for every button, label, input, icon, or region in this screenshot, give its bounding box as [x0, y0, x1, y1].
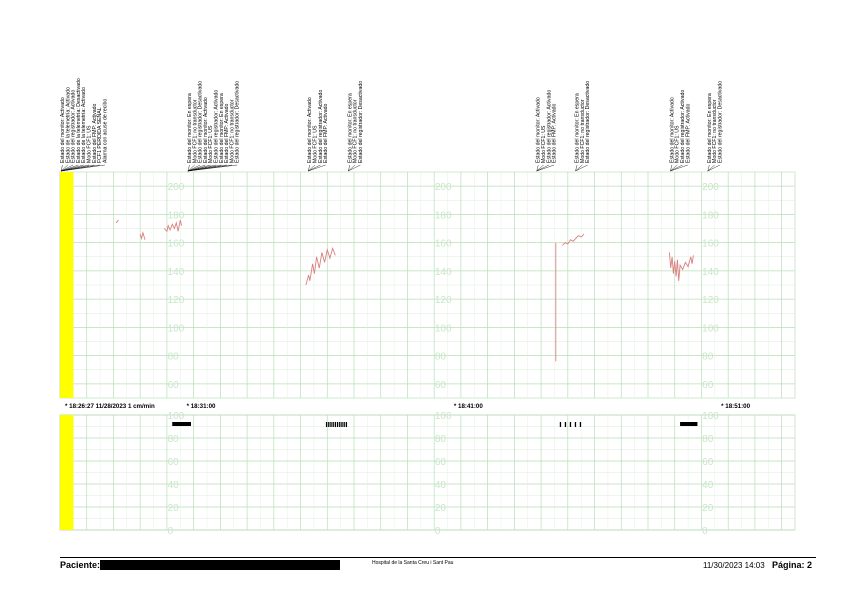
toco-mark: [570, 422, 571, 427]
annotation-text: Estado del monitor: Activado: [307, 97, 314, 163]
toco-mark: [565, 422, 566, 427]
annotation-text: Modo FCF1: no transductor: [352, 99, 359, 163]
fcf-tick-label: 120: [167, 295, 185, 307]
annotation-text: Modo FCF1: no transductor: [192, 99, 199, 163]
page-number: Página: 2: [772, 560, 813, 570]
annotation-text: Estado de la telemetría: Desactivado: [75, 78, 82, 163]
fcf-tick-label: 200: [167, 182, 185, 194]
annotation-leader: [670, 165, 687, 171]
toco-tick-label: 60: [702, 457, 714, 468]
toco-tick-label: 80: [167, 434, 179, 445]
fcf-tick-label: 140: [702, 266, 719, 278]
footer-divider: [60, 557, 816, 558]
toco-tick-label: 40: [434, 480, 447, 491]
annotation-text: Modo FCF1: US: [312, 125, 319, 163]
annotation-text: FCF1 PÉRDIDA SEÑAL: [97, 107, 104, 163]
annotation-text: Modo FCF1: no transductor: [579, 99, 586, 163]
toco-mark: [575, 422, 576, 427]
annotation-text: Estado del monitor: En espera: [186, 93, 193, 163]
fcf-trace-segment: [306, 248, 335, 285]
annotation-text: Estado del registrador: Activado: [213, 89, 220, 163]
annotation-text: Estado del registrador: Desactivado: [197, 80, 204, 163]
toco-tick-label: 100: [434, 411, 452, 422]
fcf-tick-label: 160: [167, 238, 185, 250]
annotation-text: Estado de la telemetría: Activado: [65, 87, 72, 163]
fcf-tick-label: 140: [434, 266, 452, 278]
fcf-tick-label: 180: [434, 210, 452, 222]
fcf-traces: [116, 220, 693, 361]
annotation-text: Estado del monitor: En espera: [218, 93, 225, 163]
fcf-tick-label: 100: [702, 323, 719, 335]
annotation-text: Estado del FMP: Activado: [224, 103, 231, 163]
fcf-tick-label: 80: [434, 351, 447, 363]
fcf-tick-label: 120: [434, 295, 452, 307]
toco-mark: [339, 422, 340, 427]
toco-mark: [326, 422, 327, 427]
toco-mark: [172, 422, 191, 426]
time-label: * 18:26:27 11/28/2023 1 cm/min: [65, 403, 155, 410]
annotation-text: Estado del monitor: Activado: [60, 97, 66, 163]
annotation-text: Estado del registrador: Desactivado: [234, 80, 241, 163]
annotation-text: Estado del registrador: Desactivado: [717, 80, 724, 163]
toco-tick-label: 80: [702, 434, 714, 445]
annotation-text: Modo FCF1: US: [541, 125, 548, 163]
annotation-text: Estado del registrador: Activado: [679, 89, 686, 163]
toco-mark: [330, 422, 331, 427]
toco-tick-label: 0: [702, 526, 708, 537]
fcf-tick-label: 60: [702, 379, 714, 391]
time-labels: [65, 403, 751, 410]
patient-name-redaction: [100, 560, 340, 570]
annotation-text: Modo FCF1: no transductor: [712, 99, 719, 163]
annotation-text: Estado del FMP: Activado: [551, 103, 558, 163]
toco-tick-label: 100: [702, 411, 719, 422]
toco-tick-label: 60: [434, 457, 447, 468]
patient-label: Paciente:: [60, 560, 101, 570]
toco-tick-label: 20: [702, 503, 714, 514]
toco-mark: [346, 422, 347, 427]
annotation-text: Estado del FMP: Activado: [91, 103, 98, 163]
annotation-text: Estado del registrador: Desactivado: [585, 80, 592, 163]
time-label: * 18:51:00: [721, 403, 751, 410]
time-label: * 18:41:00: [453, 403, 483, 410]
annotation-text: Alarma con acuse de recibo: [102, 98, 109, 163]
toco-mark: [580, 422, 581, 427]
annotation-text: Modo FCF1: US: [86, 125, 93, 163]
print-timestamp: 11/30/2023 14:03: [703, 561, 765, 570]
toco-mark: [344, 422, 345, 427]
toco-tick-label: 60: [167, 457, 179, 468]
annotation-text: Modo FCF1: no transductor: [229, 99, 236, 163]
fcf-tick-label: 120: [702, 295, 719, 307]
annotation-text: Estado del FMP: Activado: [323, 103, 330, 163]
fcf-tick-label: 80: [167, 351, 179, 363]
annotation-text: Estado del registrador: Activado: [70, 89, 77, 163]
fcf-tick-label: 140: [167, 266, 185, 278]
toco-tick-label: 80: [434, 434, 447, 445]
fcf-tick-label: 180: [702, 210, 719, 222]
fcf-tick-label: 60: [167, 379, 179, 391]
signal-gap-layer: [60, 172, 73, 530]
fcf-tick-label: 100: [434, 323, 452, 335]
toco-tick-label: 0: [434, 526, 441, 537]
time-label: * 18:31:00: [186, 403, 216, 410]
annotation-text: Estado del registrador: Activado: [546, 89, 553, 163]
annotation-text: Estado del monitor: Activado: [202, 97, 209, 163]
toco-mark: [335, 422, 336, 427]
annotation-leader: [61, 165, 105, 171]
annotation-text: Estado del monitor: En espera: [706, 93, 713, 163]
toco-mark: [560, 422, 561, 427]
toco-tick-label: 0: [167, 526, 174, 537]
fcf-trace-segment: [140, 233, 145, 240]
fcf-trace-segment: [116, 220, 118, 223]
fcf-tick-label: 180: [167, 210, 185, 222]
annotation-text: Estado del monitor: En espera: [347, 93, 354, 163]
event-annotations: [60, 78, 723, 171]
toco-tick-label: 20: [167, 503, 179, 514]
annotation-text: Estado del registrador: Desactivado: [357, 80, 364, 163]
fcf-tick-label: 100: [167, 323, 185, 335]
fcf-trace-segment: [563, 234, 584, 245]
annotation-text: Estado del monitor: Activado: [669, 97, 676, 163]
toco-mark: [680, 422, 697, 426]
toco-mark: [341, 422, 342, 427]
annotation-text: Estado de la telemetría: Activado: [81, 87, 88, 163]
annotation-text: Estado del FMP: Activado: [685, 103, 692, 163]
hospital-name: Hospital de la Santa Creu i Sant Pau: [372, 560, 454, 566]
annotation-text: Modo FCF1: US: [674, 125, 681, 163]
fcf-tick-label: 200: [434, 182, 452, 194]
toco-mark: [328, 422, 329, 427]
fcf-tick-label: 200: [702, 182, 719, 194]
toco-tick-label: 20: [434, 503, 447, 514]
fcf-tick-label: 60: [434, 379, 447, 391]
toco-tick-label: 100: [167, 411, 185, 422]
signal-gap-band: [60, 172, 73, 398]
annotation-leader: [537, 165, 554, 171]
annotation-text: Estado del monitor: Activado: [535, 97, 542, 163]
fcf-tick-label: 160: [434, 238, 452, 250]
toco-tick-label: 40: [702, 480, 714, 491]
toco-mark: [337, 422, 338, 427]
annotation-text: Estado del registrador: Activado: [317, 89, 324, 163]
annotation-text: Estado del monitor: En espera: [574, 93, 581, 163]
toco-mark: [333, 422, 334, 427]
signal-gap-band: [60, 415, 73, 530]
annotation-leader: [308, 165, 325, 171]
fcf-tick-label: 160: [702, 238, 719, 250]
fcf-tick-label: 80: [702, 351, 714, 363]
annotation-text: Modo FCF1: US: [208, 125, 215, 163]
toco-tick-label: 40: [167, 480, 179, 491]
